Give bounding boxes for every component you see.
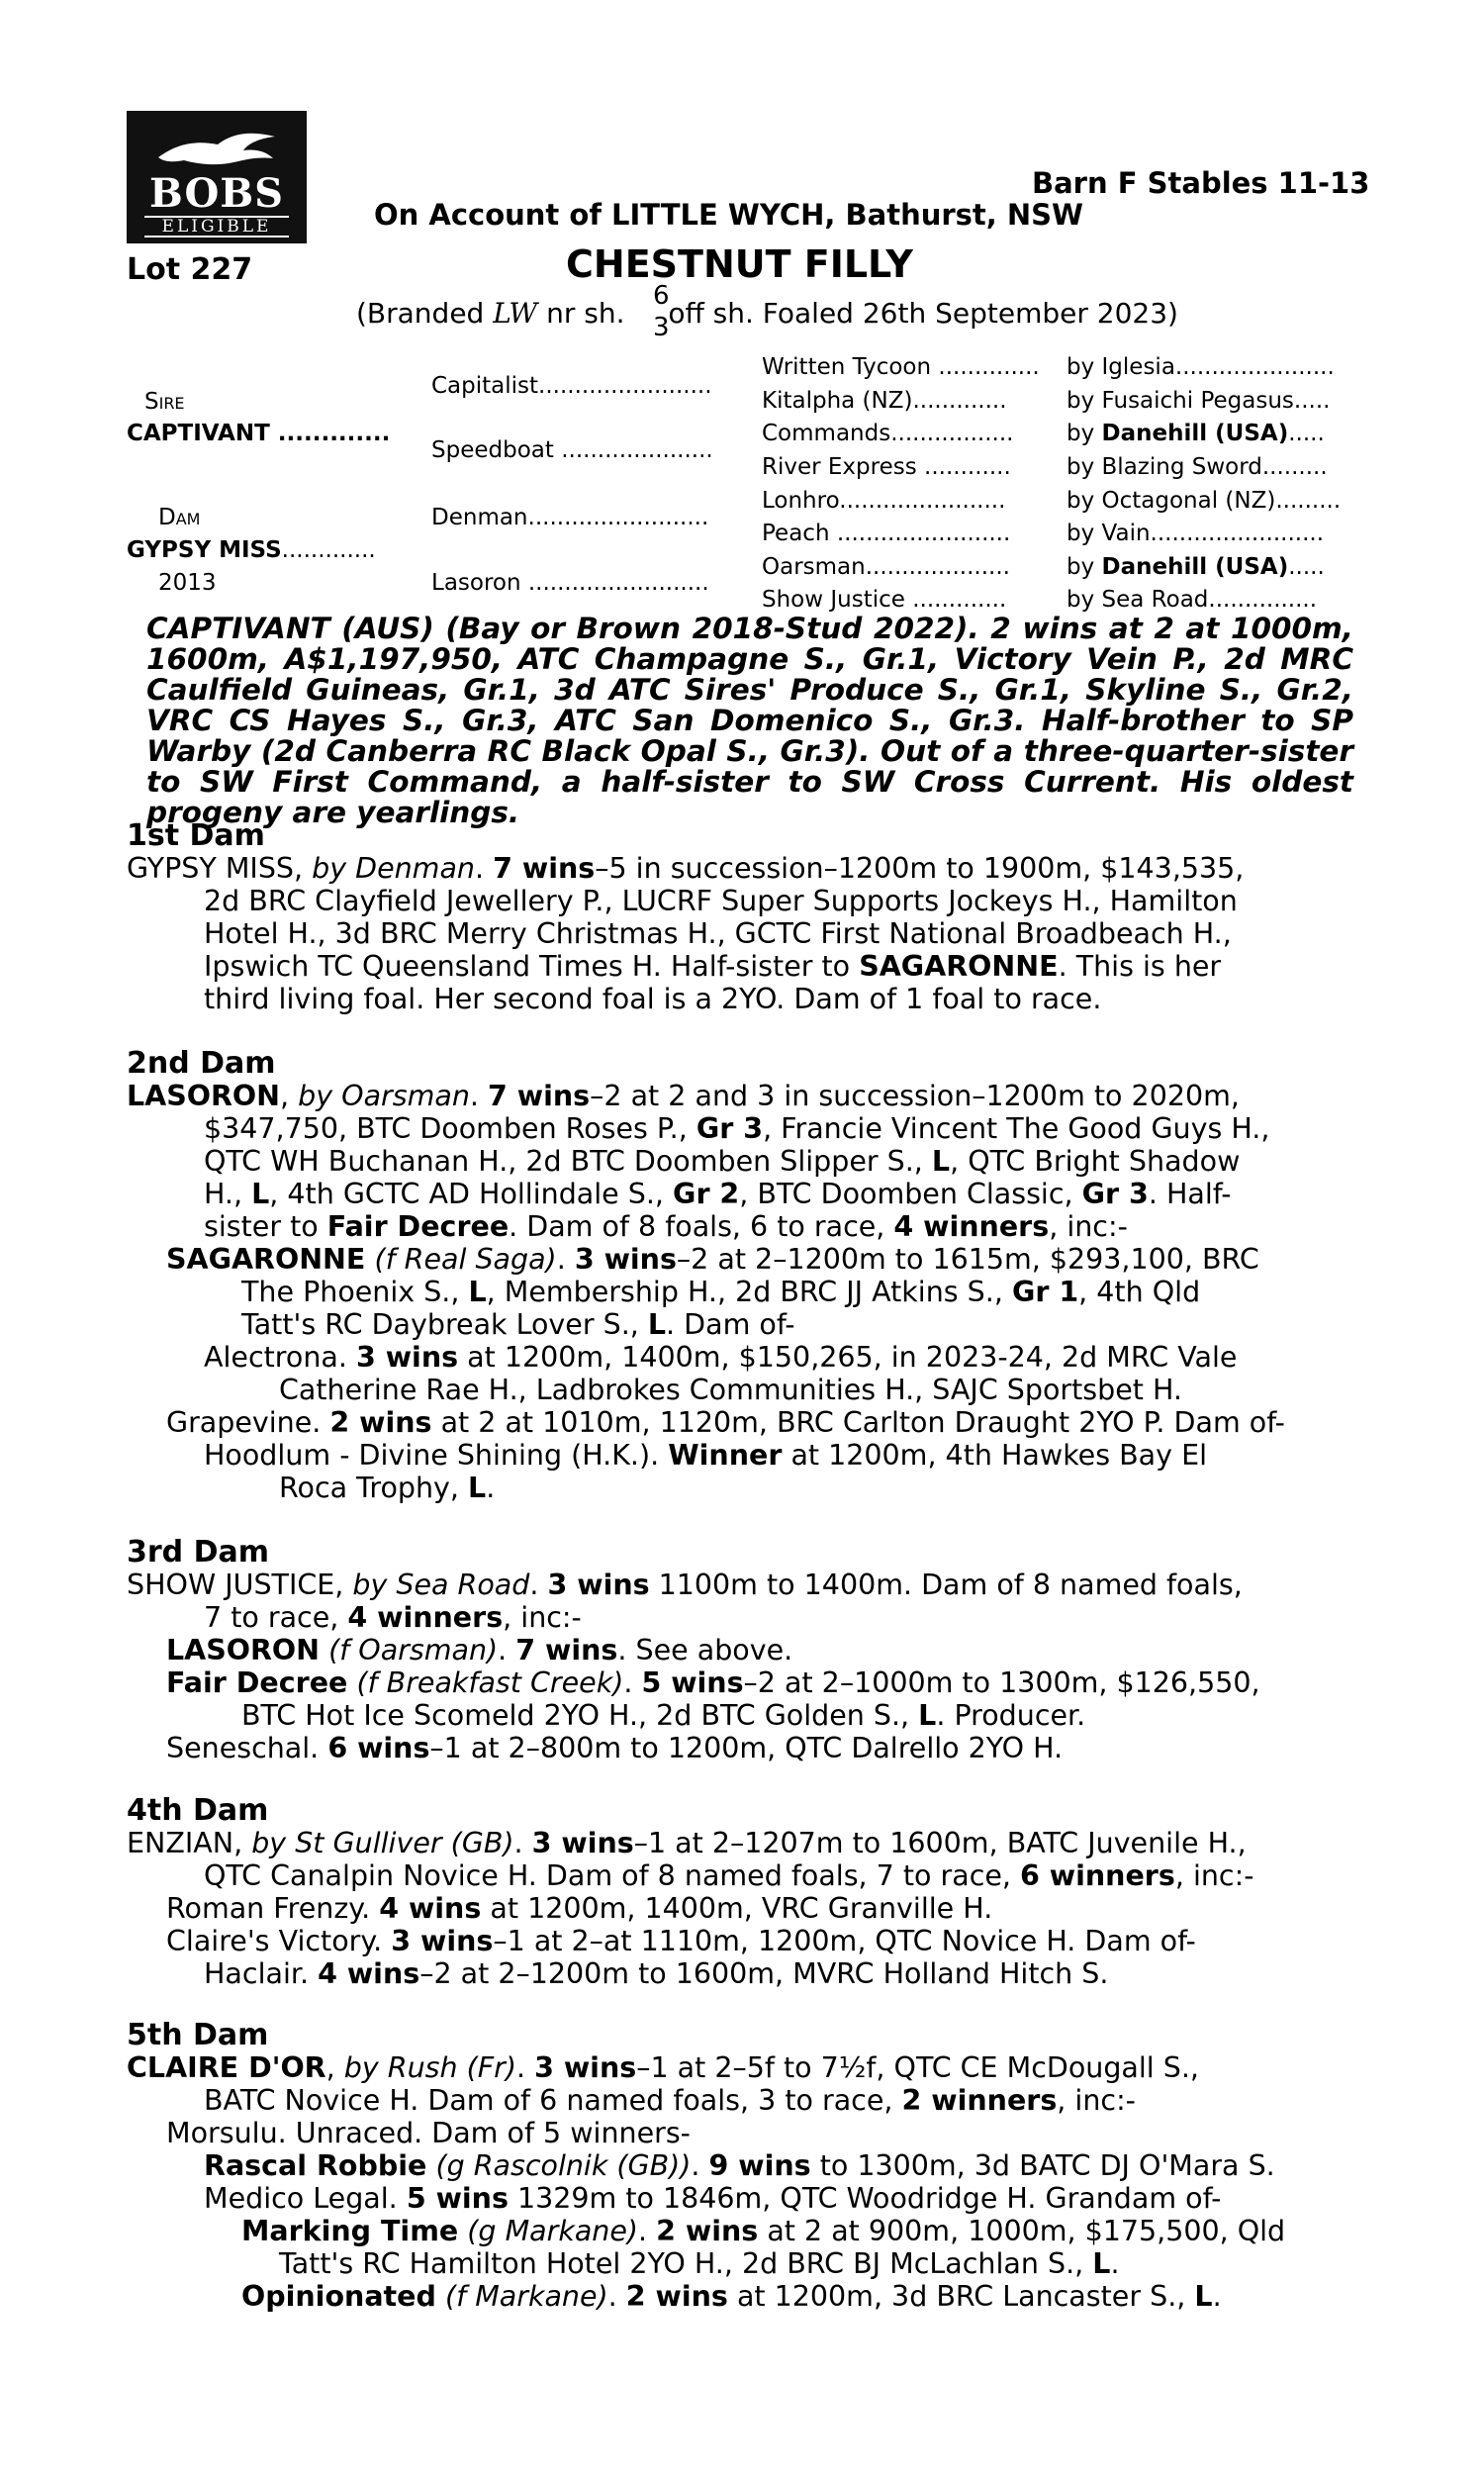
dam-name: GYPSY MISS............. — [127, 537, 376, 563]
gen3-6: Peach ........................ — [762, 521, 1011, 546]
brand-mid: nr sh. — [546, 297, 625, 330]
gen3-5: Lonhro....................... — [762, 488, 1006, 514]
sire-name: CAPTIVANT ............. — [127, 421, 391, 446]
brand-suffix: off sh. Foaled 26th September 2023) — [668, 297, 1178, 330]
dam-section-1: 1st Dam GYPSY MISS, by Denman. 7 wins–5 in succession–1200m to 1900m, $143,535, 2d BRC Clayfield Jewellery P., LUCRF Super Supports Jockeys H., Hamilton Hotel H., 3d BRC Merry Christmas H., GCTC First National Broadbeach H., Ipswich TC Queensland Times H. Half-sister to SAGARONNE. This is her third living foal. Her second foal is a 2YO. Dam of 1 foal to race. — [127, 819, 1363, 1015]
vendor-account: On Account of LITTLE WYCH, Bathurst, NSW — [374, 198, 1084, 232]
horse-jockey-icon — [148, 123, 287, 172]
gen3-by-8: by Sea Road............... — [1067, 587, 1318, 613]
section-heading: 2nd Dam — [127, 1046, 276, 1081]
logo-subtitle: ELIGIBLE — [144, 216, 289, 238]
dam-dam: Lasoron ......................... — [431, 570, 709, 596]
gen3-by-1: by Iglesia...................... — [1067, 354, 1335, 380]
dam-year: 2013 — [158, 570, 217, 596]
lot-number: Lot 227 — [127, 252, 253, 287]
section-heading: 1st Dam — [127, 818, 265, 853]
sire-label: Sire — [144, 389, 185, 415]
gen3-8: Show Justice ............. — [762, 587, 1007, 613]
gen3-by-6: by Vain........................ — [1067, 521, 1325, 546]
barn-location: Barn F Stables 11-13 — [1032, 166, 1370, 200]
dam-section-2: 2nd Dam LASORON, by Oarsman. 7 wins–2 at 2 and 3 in succession–1200m to 2020m, $347,750, BTC Doomben Roses P., Gr 3, Francie Vincent The Good Guys H., QTC WH Buchanan H., 2d BTC Doomben Slipper S., L, QTC Bright Shadow H., L, 4th GCTC AD Hollindale S., Gr 2, BTC Doomben Classic, Gr 3. Half- sister to Fair Decree. Dam of 8 foals, 6 to race, 4 winners, inc:- SAGARONNE (f Real Saga). 3 wins–2 at 2–1200m to 1615m, $293,100, BRC The Phoenix S., L, Membership H., 2d BRC JJ Atkins S., Gr 1, 4th Qld Tatt's RC Daybreak Lover S., L. Dam of- Alectrona. 3 wins at 1200m, 1400m, $150,265, in 2023-24, 2d MRC Vale Catherine Rae H., Ladbrokes Communities H., SAJC Sportsbet H. Grapevine. 2 wins at 2 at 1010m, 1120m, BRC Carlton Draught 2YO P. Dam of- Hoodlum - Divine Shining (H.K.). Winner at 1200m, 4th Hawkes Bay El Roca Trophy, L. — [127, 1047, 1363, 1504]
dam-section-4: 4th Dam ENZIAN, by St Gulliver (GB). 3 wins–1 at 2–1207m to 1600m, BATC Juvenile H., QTC Canalpin Novice H. Dam of 8 named foals, 7 to race, 6 winners, inc:- Roman Frenzy. 4 wins at 1200m, 1400m, VRC Granville H. Claire's Victory. 3 wins–1 at 2–at 1110m, 1200m, QTC Novice H. Dam of- Haclair. 4 wins–2 at 2–1200m to 1600m, MVRC Holland Hitch S. — [127, 1794, 1363, 1990]
sire-dam: Speedboat ..................... — [431, 437, 713, 463]
dam-section-3: 3rd Dam SHOW JUSTICE, by Sea Road. 3 wins 1100m to 1400m. Dam of 8 named foals, 7 to race, 4 winners, inc:- LASORON (f Oarsman). 7 wins. See above. Fair Decree (f Breakfast Creek). 5 wins–2 at 2–1000m to 1300m, $126,550, BTC Hot Ice Scomeld 2YO H., 2d BTC Golden S., L. Producer. Seneschal. 6 wins–1 at 2–800m to 1200m, QTC Dalrello 2YO H. — [127, 1536, 1363, 1764]
gen3-by-5: by Octagonal (NZ)......... — [1067, 488, 1342, 514]
gen3-by-4: by Blazing Sword......... — [1067, 454, 1328, 480]
section-heading: 3rd Dam — [127, 1535, 269, 1570]
section-heading: 5th Dam — [127, 2018, 269, 2052]
gen3-by-7: by Danehill (USA)..... — [1067, 554, 1325, 580]
page-title: CHESTNUT FILLY — [566, 242, 913, 286]
section-heading: 4th Dam — [127, 1793, 269, 1828]
brand-mark: LW — [493, 297, 538, 330]
dam-section-5: 5th Dam CLAIRE D'OR, by Rush (Fr). 3 wins–1 at 2–5f to 7½f, QTC CE McDougall S., BATC Novice H. Dam of 6 named foals, 3 to race, 2 winners, inc:- Morsulu. Unraced. Dam of 5 winners- Rascal Robbie (g Rascolnik (GB)). 9 wins to 1300m, 3d BATC DJ O'Mara S. Medico Legal. 5 wins 1329m to 1846m, QTC Woodridge H. Grandam of- Marking Time (g Markane). 2 wins at 2 at 900m, 1000m, $175,500, Qld Tatt's RC Hamilton Hotel 2YO H., 2d BRC BJ McLachlan S., L. Opinionated (f Markane). 2 wins at 1200m, 3d BRC Lancaster S., L. — [127, 2019, 1363, 2313]
gen3-3: Commands................. — [762, 421, 1014, 446]
bobs-eligible-logo — [127, 111, 307, 243]
sire-summary: CAPTIVANT (AUS) (Bay or Brown 2018-Stud 2022). 2 wins at 2 at 1000m, 1600m, A$1,197,950, ATC Champagne S., Gr.1, Victory Vein P., 2d MRC Caulfield Guineas, Gr.1, 3d ATC Sires' Produce S., Gr.1, Skyline S., Gr.2, VRC CS Hayes S., Gr.3, ATC San Domenico S., Gr.3. Half-brother to SP Warby (2d Canberra RC Black Opal S., Gr.3). Out of a three-quarter-sister to SW First Command, a half-sister to SW Cross Current. His oldest progeny are yearlings. — [146, 612, 1353, 829]
dam-label: Dam — [158, 505, 201, 530]
gen3-4: River Express ............ — [762, 454, 1011, 480]
logo-brand: BOBS — [148, 170, 285, 217]
brand-prefix: (Branded — [356, 297, 485, 330]
gen3-by-2: by Fusaichi Pegasus..... — [1067, 388, 1331, 414]
gen3-2: Kitalpha (NZ)............. — [762, 388, 1007, 414]
dam-sire: Denman......................... — [431, 505, 709, 530]
brand-numerator: 6 — [653, 281, 670, 311]
gen3-by-3: by Danehill (USA)..... — [1067, 421, 1325, 446]
sire-sire: Capitalist........................ — [431, 373, 712, 399]
brand-denominator: 3 — [653, 313, 670, 342]
gen3-7: Oarsman.................... — [762, 554, 1010, 580]
brand-line — [356, 297, 1178, 330]
gen3-1: Written Tycoon .............. — [762, 354, 1040, 380]
